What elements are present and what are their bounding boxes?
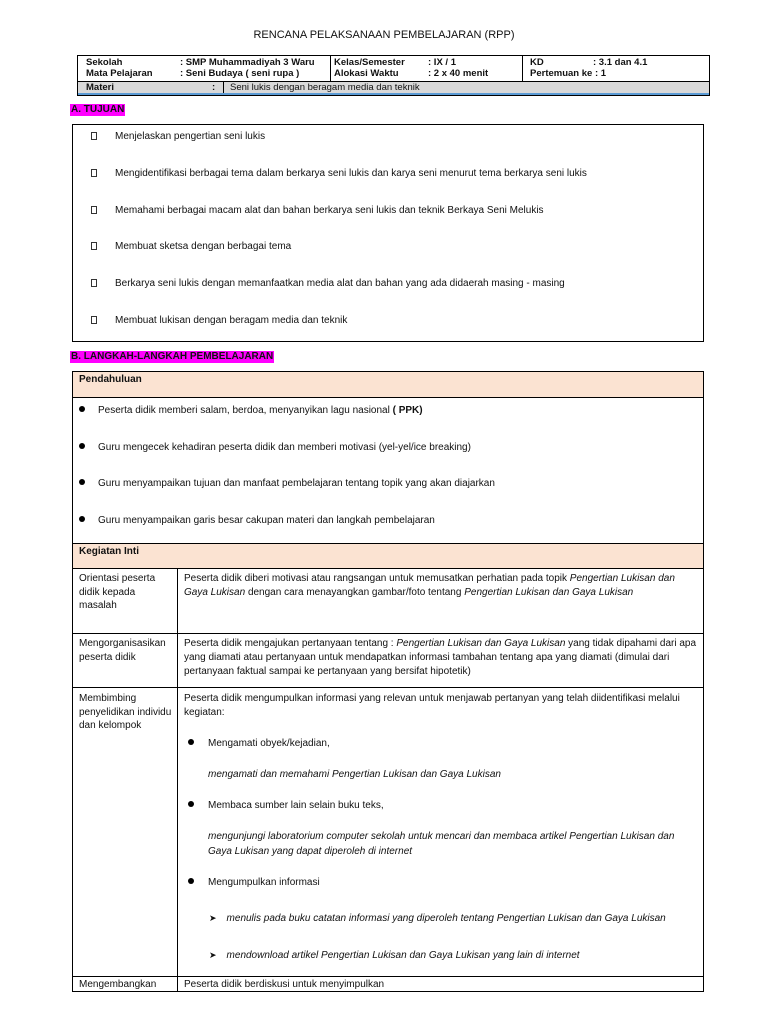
organisasi-label: Mengorganisasikan peserta didik (79, 638, 166, 663)
tujuan-item: Membuat lukisan dengan beragam media dan teknik (91, 315, 347, 327)
kd-label: KD (530, 57, 544, 68)
checkbox-icon (91, 169, 97, 177)
pendahuluan-item: Guru menyampaikan garis besar cakupan materi dan langkah pembelajaran (79, 515, 435, 527)
mengembangkan-label: Mengembangkan (79, 979, 157, 990)
pendahuluan-band (73, 372, 703, 398)
info-table (77, 55, 710, 96)
table-row-divider (73, 633, 703, 634)
bullet-icon (79, 443, 85, 449)
alokasi-label: Alokasi Waktu (334, 68, 399, 79)
kegiatan-bullet: Mengamati obyek/kejadian, (188, 738, 330, 750)
mapel-value: : Seni Budaya ( seni rupa ) (180, 68, 300, 79)
mapel-label: Mata Pelajaran (86, 68, 153, 79)
arrow-bullet-icon: ➤ (209, 950, 217, 960)
checkbox-icon (91, 279, 97, 287)
bullet-icon (188, 801, 194, 807)
membimbing-intro: Peserta didik mengumpulkan informasi yang relevan untuk menjawab pertanyan yang telah diidentifikasi melalui kegiatan: (184, 693, 680, 718)
materi-row (78, 81, 709, 93)
bullet-icon (188, 739, 194, 745)
tujuan-item: Menjelaskan pengertian seni lukis (91, 131, 265, 143)
kegiatan-detail: mengamati dan memahami Pengertian Lukisan dan Gaya Lukisan (208, 769, 501, 780)
kegiatan-subitem: ➤ menulis pada buku catatan informasi yang diperoleh tentang Pengertian Lukisan dan Gaya Lukisan (209, 913, 666, 924)
tujuan-item: Memahami berbagai macam alat dan bahan berkarya seni lukis dan teknik Berkaya Seni Melukis (91, 205, 544, 217)
kegiatan-detail: mengunjungi laboratorium computer sekolah untuk mencari dan membaca artikel Pengertian Lukisan dan Gaya Lukisan yang dapat diperoleh di internet (208, 831, 675, 857)
document-title: RENCANA PELAKSANAAN PEMBELAJARAN (RPP) (253, 29, 515, 41)
pendahuluan-item: Guru mengecek kehadiran peserta didik dan memberi motivasi (yel-yel/ice breaking) (79, 442, 471, 454)
sekolah-value: : SMP Muhammadiyah 3 Waru (180, 57, 315, 68)
pertemuan-label: Pertemuan ke (530, 68, 593, 79)
langkah-box (72, 371, 704, 992)
pertemuan-value: : 1 (595, 68, 607, 79)
alokasi-value: : 2 x 40 menit (428, 68, 489, 79)
arrow-bullet-icon: ➤ (209, 913, 217, 923)
pendahuluan-item: Peserta didik memberi salam, berdoa, menyanyikan lagu nasional ( PPK) (79, 405, 423, 417)
organisasi-text: Peserta didik mengajukan pertanyaan tentang : Pengertian Lukisan dan Gaya Lukisan yang tidak dipahami dari apa yang diamati atau pertanyaan untuk mendapatkan informasi tambahan tentang apa yang diamati (dimulai dari pertanyaan faktual sampai ke pertanyaan yang bersifat hipotetik) (184, 638, 697, 677)
bullet-icon (79, 516, 85, 522)
materi-colon: : (212, 82, 216, 93)
pendahuluan-label: Pendahuluan (79, 374, 142, 385)
checkbox-icon (91, 242, 97, 250)
materi-value: Seni lukis dengan beragam media dan teknik (230, 82, 420, 93)
tujuan-item: Membuat sketsa dengan berbagai tema (91, 241, 291, 253)
tujuan-heading: A. TUJUAN (71, 104, 125, 115)
orientasi-text: Peserta didik diberi motivasi atau rangsangan untuk memusatkan perhatian pada topik Pengertian Lukisan dan Gaya Lukisan dengan cara menayangkan gambar/foto tentang Pengertian Lukisan dan Gaya Lukisan (184, 573, 675, 598)
bullet-icon (79, 406, 85, 412)
mengembangkan-text: Peserta didik berdiskusi untuk menyimpulkan (184, 979, 385, 990)
bullet-icon (188, 878, 194, 884)
kelas-value: : IX / 1 (428, 57, 456, 68)
tujuan-item: Mengidentifikasi berbagai tema dalam berkarya seni lukis dan karya seni menurut tema berkarya seni lukis (91, 168, 587, 180)
kegiatan-subitem: ➤ mendownload artikel Pengertian Lukisan dan Gaya Lukisan yang lain di internet (209, 950, 580, 961)
tujuan-box (72, 124, 704, 342)
kegiatan-inti-label: Kegiatan Inti (79, 546, 140, 557)
ppk-tag: ( PPK) (392, 405, 423, 416)
materi-label: Materi (86, 82, 114, 93)
orientasi-label: Orientasi peserta didik kepada masalah (79, 573, 156, 611)
checkbox-icon (91, 132, 97, 140)
table-row-divider (73, 976, 703, 977)
sekolah-label: Sekolah (86, 57, 123, 68)
kegiatan-bullet: Mengumpulkan informasi (188, 877, 320, 889)
kegiatan-inti-band (73, 544, 703, 569)
table-row-divider (73, 687, 703, 688)
tujuan-item: Berkarya seni lukis dengan memanfaatkan media alat dan bahan yang ada didaerah masing - masing (91, 278, 565, 290)
checkbox-icon (91, 316, 97, 324)
kegiatan-bullet: Membaca sumber lain selain buku teks, (188, 800, 384, 812)
kelas-label: Kelas/Semester (334, 57, 405, 68)
info-bottom-rule (78, 93, 709, 95)
kd-value: : 3.1 dan 4.1 (593, 57, 648, 68)
info-row-2 (78, 68, 709, 81)
checkbox-icon (91, 206, 97, 214)
pendahuluan-item: Guru menyampaikan tujuan dan manfaat pembelajaran tentang topik yang akan diajarkan (79, 478, 495, 490)
membimbing-label: Membimbing penyelidikan individu dan kelompok (79, 693, 172, 731)
bullet-icon (79, 479, 85, 485)
langkah-heading: B. LANGKAH-LANGKAH PEMBELAJARAN (71, 351, 274, 362)
